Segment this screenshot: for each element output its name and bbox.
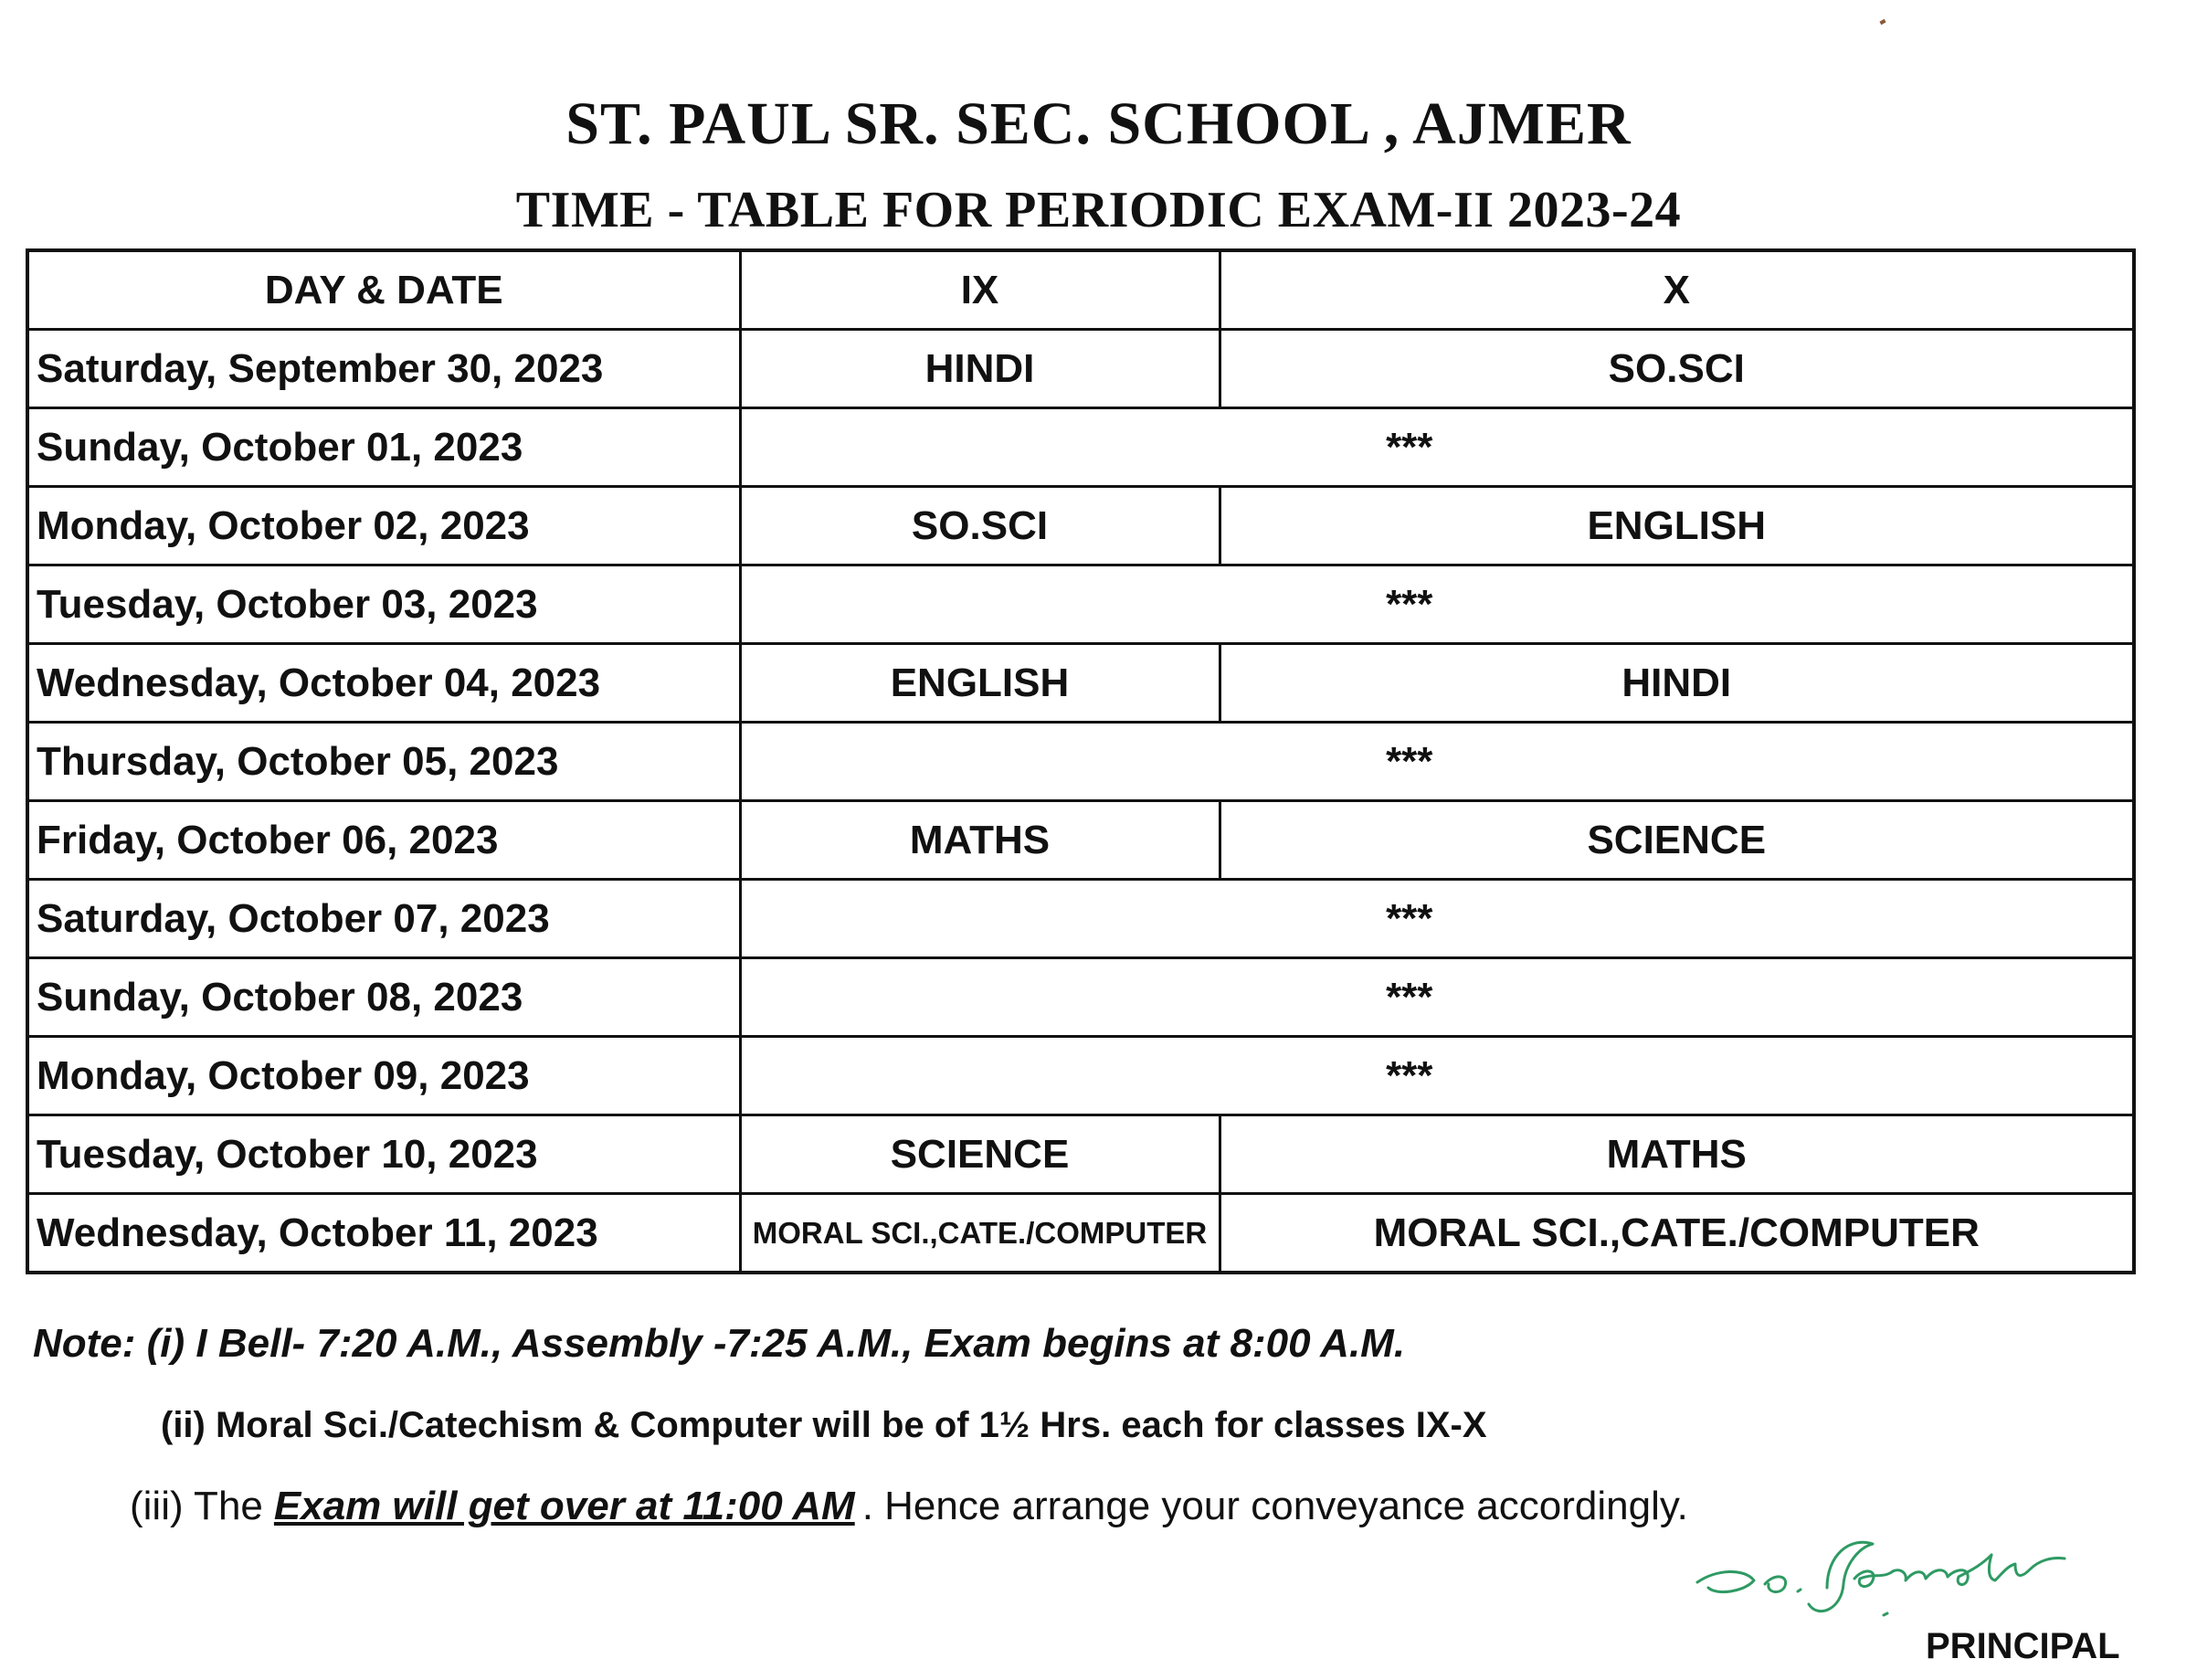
- note3-prefix: (iii) The: [130, 1484, 263, 1528]
- table-row: [27, 1115, 2134, 1194]
- cell-subject-x: SCIENCE: [1220, 801, 2134, 880]
- cell-subject-x: MATHS: [1220, 1115, 2134, 1194]
- cell-holiday-mark: ***: [740, 880, 2134, 958]
- cell-day-date: Monday, October 09, 2023: [27, 1037, 740, 1115]
- column-header-ix: IX: [740, 250, 1220, 330]
- table-header-row: [27, 250, 2134, 330]
- timetable-body: [27, 330, 2134, 1273]
- cell-day-date: Saturday, September 30, 2023: [27, 330, 740, 408]
- cell-day-date: Sunday, October 01, 2023: [27, 408, 740, 487]
- table-row: [27, 487, 2134, 565]
- cell-holiday-mark: ***: [740, 723, 2134, 801]
- cell-subject-ix: SCIENCE: [740, 1115, 1220, 1194]
- note3-emphasis: Exam will get over at 11:00 AM: [273, 1484, 855, 1528]
- cell-subject-x: HINDI: [1220, 644, 2134, 723]
- cell-day-date: Thursday, October 05, 2023: [27, 723, 740, 801]
- note-moral-sci-duration: (ii) Moral Sci./Catechism & Computer will be of 1½ Hrs. each for classes IX-X: [161, 1405, 1487, 1445]
- cell-day-date: Monday, October 02, 2023: [27, 487, 740, 565]
- cell-day-date: Tuesday, October 10, 2023: [27, 1115, 740, 1194]
- table-row: [27, 565, 2134, 644]
- table-row: [27, 644, 2134, 723]
- exam-title: TIME - TABLE FOR PERIODIC EXAM-II 2023-24: [515, 182, 1682, 238]
- table-row: [27, 723, 2134, 801]
- cell-holiday-mark: ***: [740, 408, 2134, 487]
- cell-day-date: Wednesday, October 11, 2023: [27, 1194, 740, 1273]
- table-row: [27, 880, 2134, 958]
- cell-holiday-mark: ***: [740, 565, 2134, 644]
- column-header-x: X: [1220, 250, 2134, 330]
- cell-day-date: Sunday, October 08, 2023: [27, 958, 740, 1037]
- table-row: [27, 1194, 2134, 1273]
- cell-subject-x: MORAL SCI.,CATE./COMPUTER: [1220, 1194, 2134, 1273]
- cell-day-date: Wednesday, October 04, 2023: [27, 644, 740, 723]
- cell-subject-ix: MORAL SCI.,CATE./COMPUTER: [740, 1194, 1220, 1273]
- cell-subject-ix: MATHS: [740, 801, 1220, 880]
- principal-signature: [1690, 1527, 2165, 1628]
- cell-holiday-mark: ***: [740, 958, 2134, 1037]
- table-row: [27, 408, 2134, 487]
- table-row: [27, 958, 2134, 1037]
- principal-label: PRINCIPAL: [1926, 1626, 2120, 1666]
- school-name: ST. PAUL SR. SEC. SCHOOL , AJMER: [565, 90, 1632, 157]
- cell-holiday-mark: ***: [740, 1037, 2134, 1115]
- note-bell-timing: Note: (i) I Bell- 7:20 A.M., Assembly -7:25 A.M., Exam begins at 8:00 A.M.: [33, 1321, 1406, 1366]
- cell-subject-x: SO.SCI: [1220, 330, 2134, 408]
- cell-day-date: Saturday, October 07, 2023: [27, 880, 740, 958]
- timetable: [26, 248, 2136, 1274]
- note-exam-end: [130, 1484, 1688, 1529]
- column-header-day-date: DAY & DATE: [27, 250, 740, 330]
- table-row: [27, 801, 2134, 880]
- cell-subject-ix: SO.SCI: [740, 487, 1220, 565]
- cell-day-date: Friday, October 06, 2023: [27, 801, 740, 880]
- scan-speck: [1879, 19, 1885, 25]
- cell-subject-x: ENGLISH: [1220, 487, 2134, 565]
- cell-subject-ix: ENGLISH: [740, 644, 1220, 723]
- table-row: [27, 1037, 2134, 1115]
- note3-suffix: . Hence arrange your conveyance accordingly.: [861, 1484, 1688, 1528]
- cell-day-date: Tuesday, October 03, 2023: [27, 565, 740, 644]
- table-row: [27, 330, 2134, 408]
- cell-subject-ix: HINDI: [740, 330, 1220, 408]
